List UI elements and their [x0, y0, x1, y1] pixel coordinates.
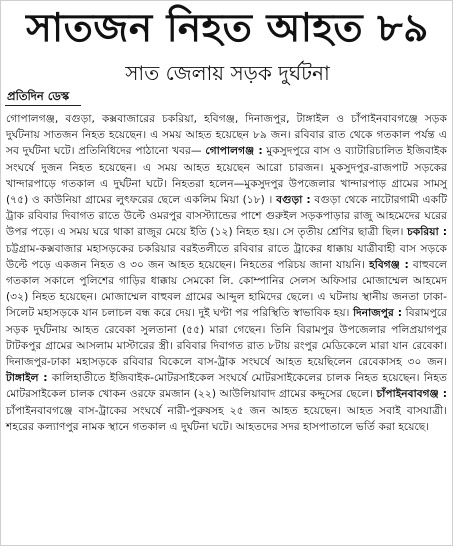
gopalganj-dateline: গোপালগঞ্জ : [205, 144, 263, 158]
headline: সাতজন নিহত আহত ৮৯ [26, 5, 429, 51]
tangail-text: কালিহাতীতে ইজিবাইক-মোটরসাইকেল সংঘর্ষে মোটরসাইকেলের চালক নিহত হয়েছেন। নিহত মোটরসাইকেল চালক খোকন ওরফে রমজান (২২) আউলিয়াবাদ গ্রামের কদ্দুসের ছেলে। [6, 371, 447, 401]
article-body [6, 111, 447, 435]
subheadline: সাত জেলায় সড়ক দুর্ঘটনা [125, 61, 330, 85]
article-paragraph [6, 111, 447, 435]
dinajpur-dateline: দিনাজপুর : [353, 306, 403, 320]
habiganj-dateline: হবিগঞ্জ : [369, 257, 409, 271]
dinajpur-text: বিরামপুরে সড়ক দুর্ঘটনায় আহত রেবেকা সুলতানা (৫৫) মারা গেছেন। তিনি বিরামপুর উপজেলার পলিপ্রয়াগপুর টাটকপুর গ্রামের আসলাম মাস্টারের স্ত্রী। রবিবার দিবাগত রাত ৮টায় রংপুর মেডিকেলে মারা যান রেবেকা। দিনাজপুর-ঢাকা মহাসড়কে রবিবার বিকেলে বাস-ট্রাক সংঘর্ষে আহত হয়েছিলেন রেবেকাসহ ৩০ জন। [6, 306, 447, 369]
habiganj-text: বাহুবলে গতকাল সকালে পুলিশের গাড়ির ধাক্কায় সেমকো লি. কোম্পানির সেলস অফিসার মোজাম্মেল আহমেদ (৩২) নিহত হয়েছেন। মোজাম্মেল বাহুবল গ্রামের আব্দুল হামিদের ছেলে। এ ঘটনায় স্থানীয় জনতা ঢাকা-সিলেট মহাসড়কে যান চলাচল বন্ধ করে দেয়। দুই ঘণ্টা পর পরিস্থিতি স্বাভাবিক হয়। [6, 257, 447, 320]
chapai-text: চাঁপাইনবাবগঞ্জে বাস-ট্রাকের সংঘর্ষে নারী-পুরুষসহ ২৫ জন আহত হয়েছেন। আহত সবাই বাসযাত্রী। শহরের কল্যাণপুর নামক স্থানে গতকাল এ দুর্ঘটনা ঘটে। আহতদের সদর হাসপাতালে ভর্তি করা হয়েছে। [6, 403, 447, 433]
chakaria-text: চট্টগ্রাম-কক্সবাজার মহাসড়কের চকরিয়ার বরইতলীতে রবিবার রাতে ট্রাকের ধাক্কায় যাত্রীবাহী বাস সড়কে উল্টে পড়ে একজন নিহত ও ৩০ জন আহত হয়েছেন। নিহতের পরিচয় জানা যায়নি। [6, 241, 447, 271]
byline: প্রতিদিন ডেস্ক [7, 89, 70, 103]
intro-text: গোপালগঞ্জ, বগুড়া, কক্সবাজারের চকরিয়া, হবিগঞ্জ, দিনাজপুর, টাঙ্গাইল ও চাঁপাইনবাবগঞ্জে সড়ক দুর্ঘটনায় সাতজন নিহত হয়েছেন। এ সময় আহত হয়েছেন ৮৯ জন। রবিবার রাত থেকে গতকাল পর্যন্ত এ সব দুর্ঘটনা ঘটে। প্রতিনিধিদের পাঠানো খবর— [6, 112, 447, 158]
gopalganj-text: মুকসুদপুরে বাস ও ব্যাটারিচালিত ইজিবাইক সংঘর্ষে দুজন নিহত হয়েছেন। এ সময় আহত হয়েছেন আরো চারজন। মুকসুদপুর-রাজপাট সড়কের খান্দারপাড়ে গতকাল এ দুর্ঘটনা ঘটে। নিহতরা হলেন—মুকসুদপুর উপজেলার খান্দারপাড় গ্রামের সামসু (৭৫) ও কাউনিয়া গ্রামের লুৎফরের ছেলে একলিম মিয়া (১৮) । [6, 144, 448, 207]
byline-underline [5, 105, 81, 106]
tangail-dateline: টাঙ্গাইল : [6, 371, 48, 385]
bogura-text: বগুড়া থেকে নাটোরগামী একটি ট্রাক রবিবার দিবাগত রাতে উল্টে ওমরপুর বাসস্ট্যান্ডের পাশে গুরুইল সড়কপাড়ার রাজু আহমেদের ঘরের উপর পড়ে। এ সময় ঘরে থাকা রাজুর মেয়ে ইতি (১২) নিহত হয়। সে তৃতীয় শ্রেণির ছাত্রী ছিল। [6, 193, 448, 239]
chakaria-dateline: চকরিয়া : [407, 225, 447, 239]
bogura-dateline: বগুড়া : [276, 193, 311, 207]
chapai-dateline: চাঁপাইনবাবগঞ্জ : [376, 387, 447, 401]
